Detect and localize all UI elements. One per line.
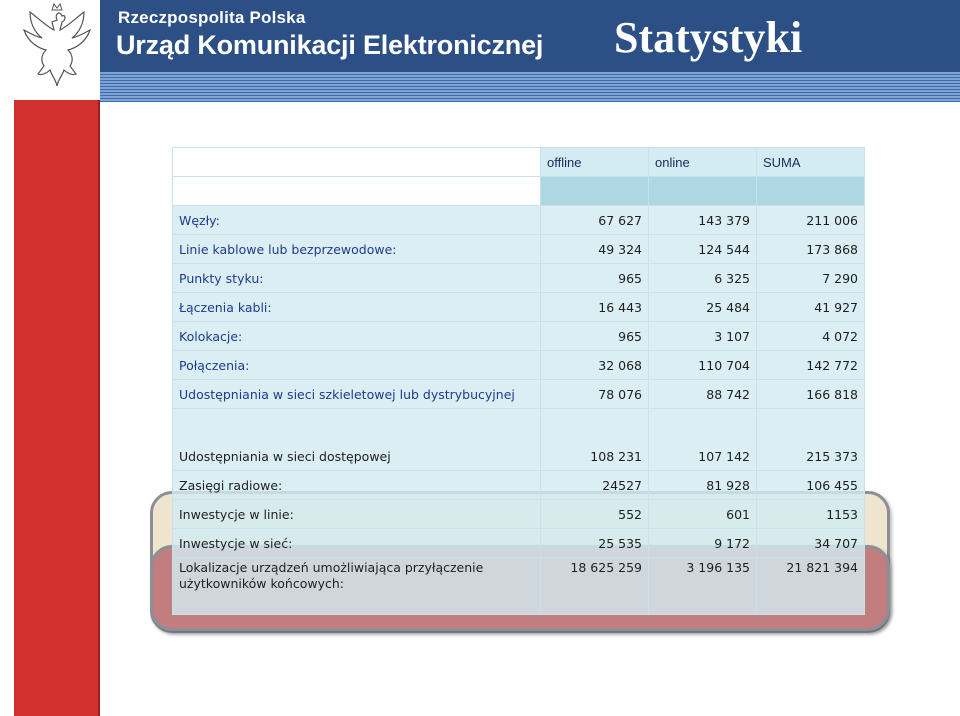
cell-offline: 32 068 [541,351,649,380]
spacer-cell [173,177,541,206]
header [0,0,960,100]
side-divider [98,100,100,716]
table-row [173,500,865,529]
row-label: Łączenia kabli: [173,293,541,322]
spacer-cell [757,177,865,206]
cell-suma: 21 821 394 [757,558,865,615]
row-label: Kolokacje: [173,322,541,351]
table-row [173,322,865,351]
row-label-line: Lokalizacje urządzeń umożliwiająca przyłączenie [179,560,484,575]
cell-online: 601 [649,500,757,529]
row-label-line: użytkowników końcowych: [179,576,344,591]
table-row [173,558,865,615]
row-label: Punkty styku: [173,264,541,293]
cell-online: 3 107 [649,322,757,351]
header-empty-cell [173,148,541,177]
cell-offline: 25 535 [541,529,649,558]
cell-suma: 166 818 [757,380,865,409]
office-name: Urząd Komunikacji Elektronicznej [116,30,544,60]
spacer-cell [541,177,649,206]
cell-suma: 7 290 [757,264,865,293]
republic-name: Rzeczpospolita Polska [118,8,306,27]
row-label: Inwestycje w linie: [173,500,541,529]
cell-online: 88 742 [649,380,757,409]
table-header-spacer [173,177,865,206]
row-label: Połączenia: [173,351,541,380]
cell-online: 6 325 [649,264,757,293]
cell-suma: 4 072 [757,322,865,351]
emblem-area [14,0,100,100]
page-title: Statystyki [614,13,803,62]
table-row [173,351,865,380]
column-online: online [649,148,757,177]
row-label: Inwestycje w sieć: [173,529,541,558]
cell-offline: 965 [541,264,649,293]
red-side-bar [14,100,100,716]
row-label: Udostępniania w sieci szkieletowej lub dystrybucyjnej [173,380,541,409]
cell-offline: 108 231 [541,409,649,471]
table-row [173,293,865,322]
cell-suma: 106 455 [757,471,865,500]
statistics-table [172,147,865,615]
cell-suma: 173 868 [757,235,865,264]
table-row [173,380,865,409]
cell-suma: 41 927 [757,293,865,322]
cell-online: 143 379 [649,206,757,235]
cell-offline: 16 443 [541,293,649,322]
cell-online: 9 172 [649,529,757,558]
cell-suma: 211 006 [757,206,865,235]
row-label: Zasięgi radiowe: [173,471,541,500]
cell-offline: 552 [541,500,649,529]
table-row [173,264,865,293]
cell-offline: 965 [541,322,649,351]
table-row [173,235,865,264]
cell-suma: 1153 [757,500,865,529]
cell-offline: 67 627 [541,206,649,235]
row-label: Linie kablowe lub bezprzewodowe: [173,235,541,264]
cell-online: 110 704 [649,351,757,380]
row-label [173,558,541,615]
header-stripes [100,72,960,102]
column-offline: offline [541,148,649,177]
cell-offline: 24527 [541,471,649,500]
cell-online: 107 142 [649,409,757,471]
cell-suma: 142 772 [757,351,865,380]
spacer-cell [649,177,757,206]
table-header-row [173,148,865,177]
cell-online: 25 484 [649,293,757,322]
cell-offline: 78 076 [541,380,649,409]
cell-offline: 18 625 259 [541,558,649,615]
column-suma: SUMA [757,148,865,177]
row-label: Udostępniania w sieci dostępowej [173,409,541,471]
table-row [173,529,865,558]
cell-suma: 215 373 [757,409,865,471]
table-row [173,206,865,235]
cell-online: 81 928 [649,471,757,500]
table-row [173,471,865,500]
cell-online: 124 544 [649,235,757,264]
row-label: Węzły: [173,206,541,235]
table-row [173,409,865,471]
cell-online: 3 196 135 [649,558,757,615]
cell-offline: 49 324 [541,235,649,264]
polish-eagle-emblem-icon [14,0,100,100]
cell-suma: 34 707 [757,529,865,558]
